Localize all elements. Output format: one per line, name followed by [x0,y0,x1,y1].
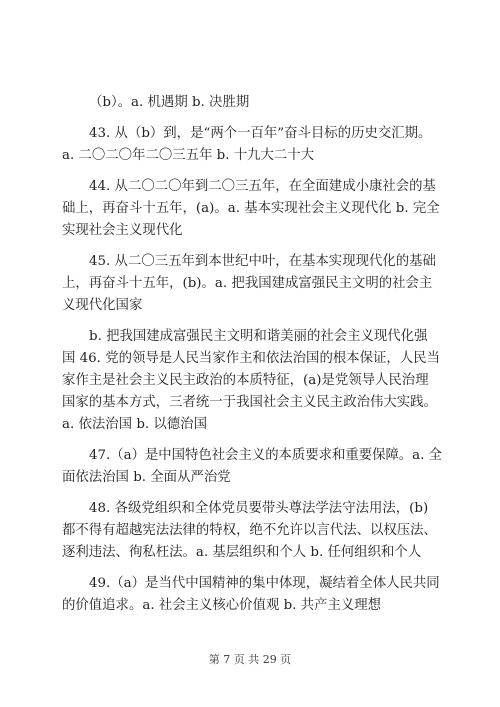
text-line: 上，再奋斗十五年，(b)。a. 把我国建成富强民主文明的社会主 [62,276,433,291]
text-line: 础上，再奋斗十五年，(a)。a. 基本实现社会主义现代化 b. 完全 [62,201,440,216]
page-number-footer: 第 7 页 共 29 页 [208,653,292,666]
text-line: 的价值追求。a. 社会主义核心价值观 b. 共产主义理想 [62,598,382,613]
text-line: 国 46. 党的领导是人民当家作主和依法治国的根本保证，人民当 [62,351,440,366]
text-line: b. 把我国建成富强民主文明和谐美丽的社会主义现代化强 [89,329,428,344]
text-line: 家作主是社会主义民主政治的本质特征，(a)是党领导人民治理 [62,373,429,388]
text-line: 实现社会主义现代化 [62,223,183,238]
document-body [62,92,442,617]
text-line: 都不得有超越宪法法律的特权，绝不允许以言代法、以权压法、 [62,523,437,538]
text-line: 48. 各级党组织和全体党员要带头尊法学法守法用法，(b) [89,501,429,516]
text-line: 面依法治国 b. 全面从严治党 [62,470,231,485]
text-line: 43. 从（b）到，是“两个一百年”奋斗目标的历史交汇期。 [89,126,432,141]
text-line: 国家的基本方式，三者统一于我国社会主义民主政治伟大实践。 [62,395,437,410]
text-line: 49.（a）是当代中国精神的集中体现，凝结着全体人民共同 [89,576,440,591]
text-line: （b）。a. 机遇期 b. 决胜期 [89,95,250,110]
text-line: 44. 从二〇二〇年到二〇三五年，在全面建成小康社会的基 [89,179,436,194]
text-line: 义现代化国家 [62,298,143,313]
text-line: 45. 从二〇三五年到本世纪中叶，在基本实现现代化的基础 [89,254,436,269]
text-line: 逐利违法、徇私枉法。a. 基层组织和个人 b. 任何组织和个人 [62,545,422,560]
text-line: 47.（a）是中国特色社会主义的本质要求和重要保障。a. 全 [89,448,442,463]
text-line: a. 二〇二〇年二〇三五年 b. 十九大二十大 [62,148,315,163]
text-line: a. 依法治国 b. 以德治国 [62,417,207,432]
